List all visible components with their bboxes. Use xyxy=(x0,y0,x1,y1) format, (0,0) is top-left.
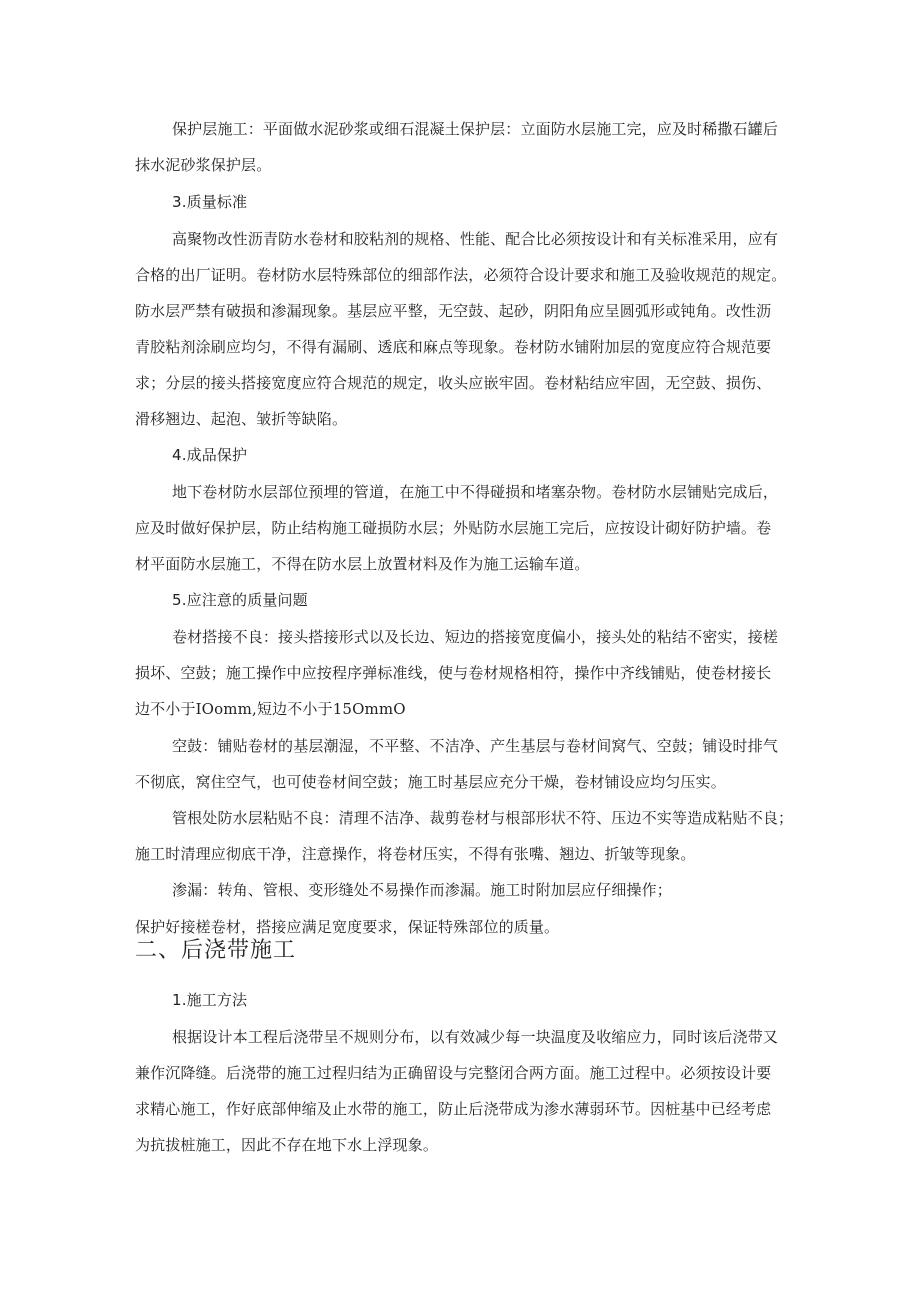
paragraph-line: 根据设计本工程后浇带呈不规则分布，以有效减少每一块温度及收缩应力，同时该后浇带又 xyxy=(172,1028,779,1046)
paragraph-line: 渗漏：转角、管根、变形缝处不易操作而渗漏。施工时附加层应仔细操作； xyxy=(172,881,672,899)
paragraph-line: 卷材搭接不良：接头搭接形式以及长边、短边的搭接宽度偏小，接头处的粘结不密实，接槎 xyxy=(172,628,779,646)
paragraph-line: 合格的出厂证明。卷材防水层特殊部位的细部作法，必须符合设计要求和施工及验收规范的规定。 xyxy=(135,266,787,284)
paragraph-line: 为抗拔桩施工，因此不存在地下水上浮现象。 xyxy=(135,1136,439,1154)
paragraph-line: 边不小于IOomm,短边不小于15OmmO xyxy=(135,700,406,718)
section-heading-quality-standard: 3.质量标准 xyxy=(172,193,248,211)
paragraph-line: 青胶粘剂涂刷应均匀，不得有漏刷、透底和麻点等现象。卷材防水铺附加层的宽度应符合规范要 xyxy=(135,338,772,356)
paragraph-line: 施工时清理应彻底干净，注意操作，将卷材压实，不得有张嘴、翘边、折皱等现象。 xyxy=(135,845,696,863)
chapter-heading-post-cast-strip: 二、后浇带施工 xyxy=(135,938,297,963)
paragraph-line: 抹水泥砂浆保护层。 xyxy=(135,156,272,174)
paragraph-line: 应及时做好保护层，防止结构施工碰损防水层；外贴防水层施工完后，应按设计砌好防护墙。卷 xyxy=(135,519,772,537)
paragraph-line: 保护好接槎卷材，搭接应满足宽度要求，保证特殊部位的质量。 xyxy=(135,918,560,936)
paragraph-line: 损坏、空鼓；施工操作中应按程序弹标准线，使与卷材规格相符，操作中齐线铺贴，使卷材接长 xyxy=(135,664,772,682)
paragraph-line: 管根处防水层粘贴不良：清理不洁净、裁剪卷材与根部形状不符、压边不实等造成粘贴不良； xyxy=(172,809,794,827)
paragraph-line: 保护层施工：平面做水泥砂浆或细石混凝土保护层：立面防水层施工完，应及时稀撒石罐后 xyxy=(172,120,779,138)
section-heading-quality-issues: 5.应注意的质量问题 xyxy=(172,591,308,609)
paragraph-line: 不彻底，窝住空气，也可使卷材间空鼓；施工时基层应充分干燥，卷材铺设应均匀压实。 xyxy=(135,773,726,791)
paragraph-line: 兼作沉降缝。后浇带的施工过程归结为正确留设与完整闭合两方面。施工过程中。必须按设计要 xyxy=(135,1064,772,1082)
paragraph-line: 防水层严禁有破损和渗漏现象。基层应平整，无空鼓、起砂，阴阳角应呈圆弧形或钝角。改性沥 xyxy=(135,302,772,320)
paragraph-line: 高聚物改性沥青防水卷材和胶粘剂的规格、性能、配合比必须按设计和有关标准采用，应有 xyxy=(172,230,779,248)
paragraph-line: 求；分层的接头搭接宽度应符合规范的规定，收头应嵌牢固。卷材粘结应牢固，无空鼓、损伤、 xyxy=(135,374,772,392)
paragraph-line: 空鼓：铺贴卷材的基层潮湿，不平整、不洁净、产生基层与卷材间窝气、空鼓；铺设时排气 xyxy=(172,737,779,755)
paragraph-line: 滑移翘边、起泡、皱折等缺陷。 xyxy=(135,410,348,428)
paragraph-line: 地下卷材防水层部位预埋的管道，在施工中不得碰损和堵塞杂物。卷材防水层铺贴完成后， xyxy=(172,483,779,501)
section-heading-construction-method: 1.施工方法 xyxy=(172,991,248,1009)
paragraph-line: 材平面防水层施工，不得在防水层上放置材料及作为施工运输车道。 xyxy=(135,555,590,573)
section-heading-product-protection: 4.成品保护 xyxy=(172,446,248,464)
paragraph-line: 求精心施工，作好底部伸缩及止水带的施工，防止后浇带成为渗水薄弱环节。因桩基中已经考虑 xyxy=(135,1100,772,1118)
